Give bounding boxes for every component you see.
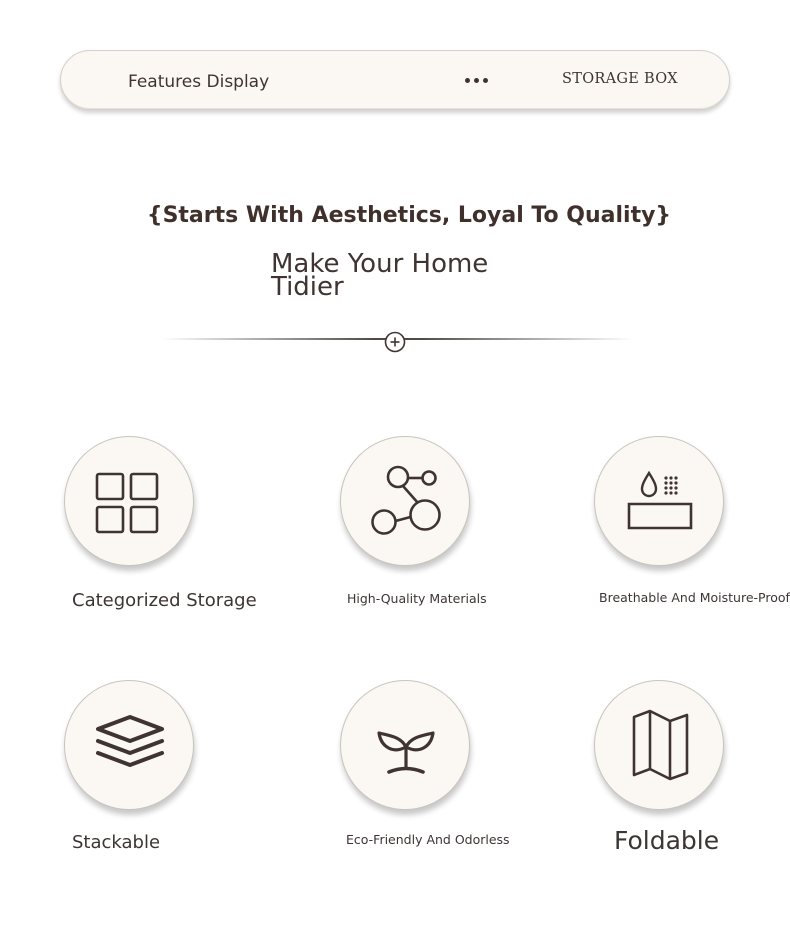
grid-icon [65, 437, 195, 567]
feature-categorized-storage [64, 436, 194, 566]
more-dots-icon[interactable] [465, 78, 497, 84]
slogan-heading: {Starts With Aesthetics, Loyal To Quality} [146, 203, 672, 228]
water-drop-icon [595, 437, 725, 567]
feature-foldable [594, 680, 724, 810]
brand-label: STORAGE BOX [562, 71, 678, 87]
feature-label: High-Quality Materials [347, 591, 487, 606]
feature-high-quality-materials [340, 436, 470, 566]
feature-label: Breathable And Moisture-Proof [599, 590, 790, 605]
sprout-icon [341, 681, 471, 811]
top-bar-title: Features Display [128, 72, 270, 92]
feature-eco-friendly [340, 680, 470, 810]
feature-label: Stackable [72, 832, 161, 853]
layers-icon [65, 681, 195, 811]
feature-label: Foldable [614, 826, 720, 855]
folded-map-icon [595, 681, 725, 811]
top-bar [60, 50, 730, 110]
slogan-subheading: Make Your Home Tidier [271, 249, 489, 302]
plus-circle-icon [384, 331, 406, 353]
molecule-icon [341, 437, 471, 567]
feature-breathable-moisture-proof [594, 436, 724, 566]
feature-stackable [64, 680, 194, 810]
feature-label: Categorized Storage [72, 590, 257, 611]
feature-label: Eco-Friendly And Odorless [346, 832, 510, 847]
